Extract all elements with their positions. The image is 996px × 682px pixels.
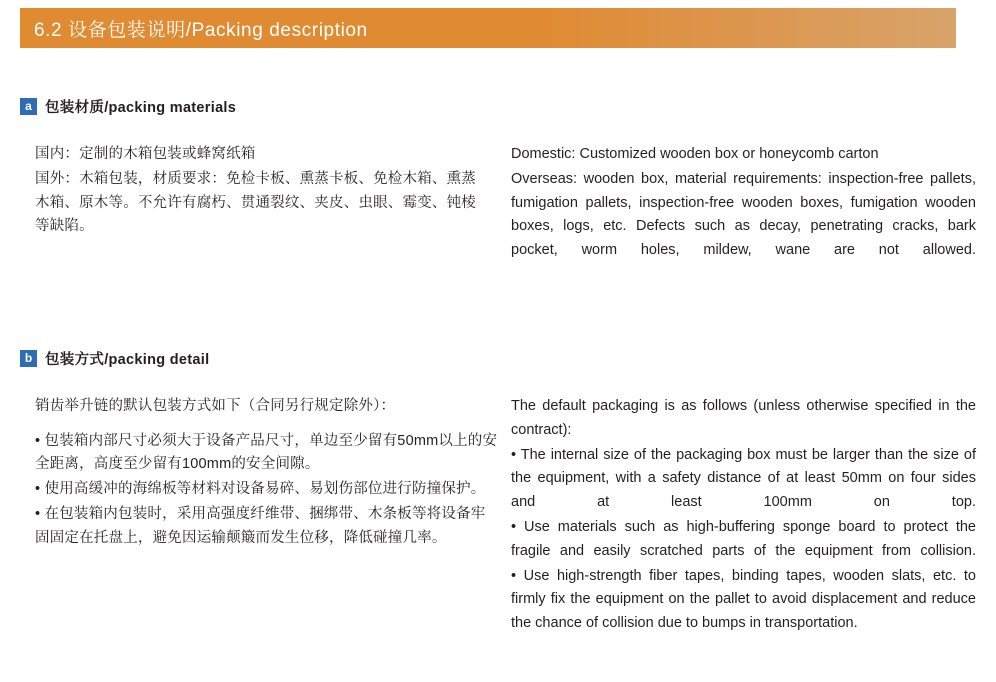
section-b-cn-intro: 销齿举升链的默认包装方式如下（合同另行规定除外）： [35,398,396,414]
section-b-en-bullet-3: • Use high-strength fiber tapes, binding tapes, wooden slats, etc. to firmly fix the equipment on the pallet to avoid displacement and reduce the chance of collision due to bumps in transportation. [511,567,976,631]
section-b-chinese-text [35,395,500,551]
section-banner [20,8,956,48]
section-b-en-intro: The default packaging is as follows (unless otherwise specified in the contract): [511,398,976,438]
section-b-cn-bullet-2: • 使用高缓冲的海绵板等材料对设备易碎、易划伤部位进行防撞保护。 [35,481,486,498]
section-b-cn-bullet-3: • 在包装箱内包装时，采用高强度纤维带、捆绑带、木条板等将设备牢固固定在托盘上，避免因运输颠簸而发生位移，降低碰撞几率。 [35,506,486,546]
section-badge-a: a [20,98,37,115]
section-title-b: 包装方式/packing detail [45,352,210,368]
spacer [35,419,500,430]
section-title-a: 包装材质/packing materials [45,100,237,116]
section-header-b [20,348,209,369]
section-a-en-line-2: Overseas: wooden box, material requirements: inspection-free pallets, fumigation pallets, inspection-free wooden boxes, fumigation wooden boxes, logs, etc. Defects such as decay, penetrating cracks, bark pocket, worm holes, mildew, wane are not allowed. [511,171,976,258]
section-a-cn-line-1: 国内：定制的木箱包装或蜂窝纸箱 [35,146,256,162]
section-header-a [20,96,236,117]
section-b-english-text [511,395,976,636]
section-a-en-line-1: Domestic: Customized wooden box or honeycomb carton [511,146,879,162]
section-b-en-bullet-1: • The internal size of the packaging box must be larger than the size of the equipment, with a safety distance of at least 50mm on four sides and at least 100mm on top. [511,446,976,510]
section-b-cn-bullet-1: • 包装箱内部尺寸必须大于设备产品尺寸，单边至少留有50mm以上的安全距离，高度至少留有100mm的安全间隙。 [35,432,498,473]
section-a-english-text [511,143,976,263]
section-a-cn-line-2: 国外：木箱包装，材质要求：免检卡板、熏蒸卡板、免检木箱、熏蒸木箱、原木等。不允许有腐朽、贯通裂纹、夹皮、虫眼、霉变、钝棱等缺陷。 [35,171,476,235]
section-badge-b: b [20,350,37,367]
section-a-chinese-text [35,143,490,239]
banner-title: 6.2 设备包装说明/Packing description [34,19,368,41]
section-b-en-bullet-2: • Use materials such as high-buffering sponge board to protect the fragile and easily scratched parts of the equipment from collision. [511,519,976,559]
